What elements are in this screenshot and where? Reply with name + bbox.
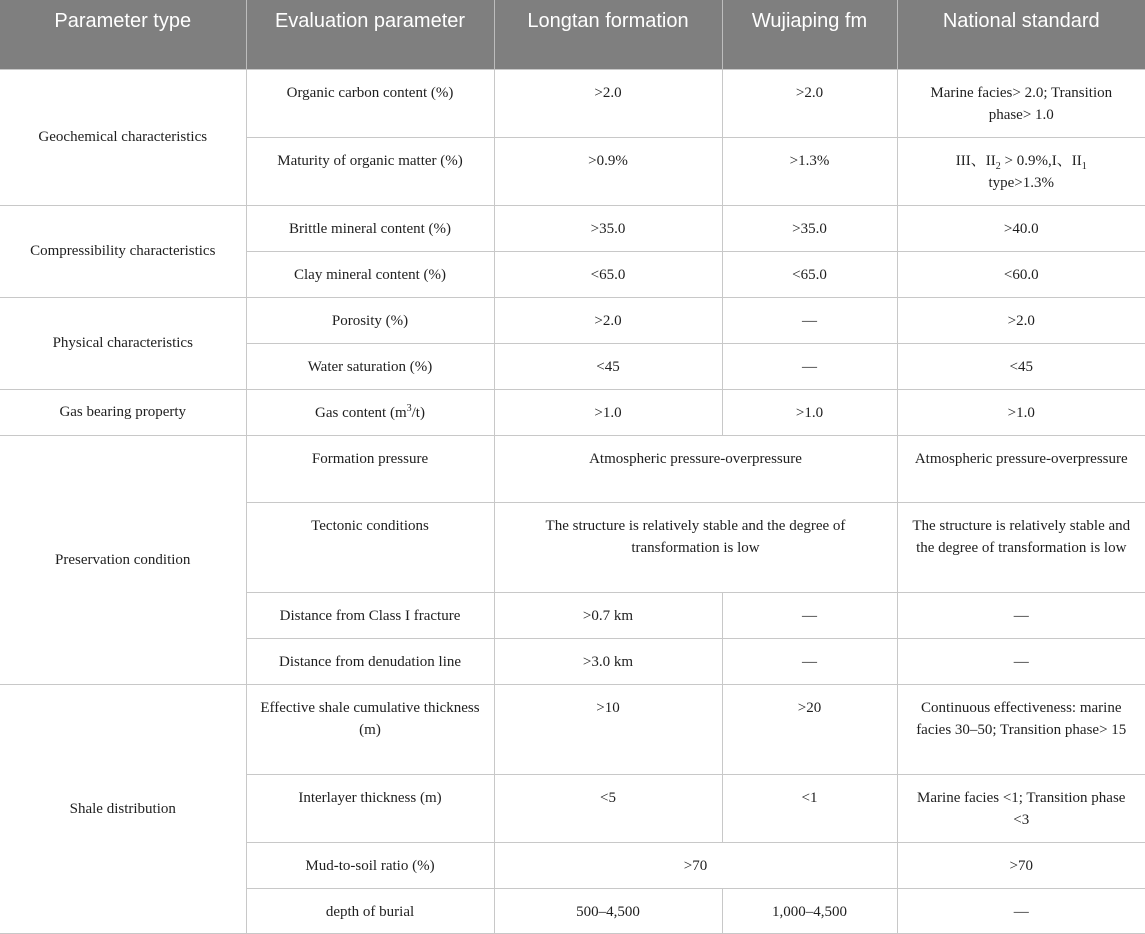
group-geochemical: Geochemical characteristics [0, 69, 246, 205]
merged-cell: >70 [494, 842, 897, 888]
longtan-cell: >3.0 km [494, 638, 722, 684]
national-text: > 0.9%,I、II [1000, 152, 1082, 169]
param-cell: Porosity (%) [246, 297, 494, 343]
param-cell: Effective shale cumulative thickness (m) [246, 684, 494, 774]
table-row [0, 389, 1145, 435]
param-cell: Water saturation (%) [246, 343, 494, 389]
table-row [0, 435, 1145, 502]
wujiaping-cell: >35.0 [722, 205, 897, 251]
wujiaping-cell: — [722, 343, 897, 389]
wujiaping-cell: >2.0 [722, 69, 897, 137]
table-row [0, 297, 1145, 343]
longtan-cell: >1.0 [494, 389, 722, 435]
national-cell: — [897, 592, 1145, 638]
param-cell: Tectonic conditions [246, 502, 494, 592]
longtan-cell: 500–4,500 [494, 888, 722, 933]
param-cell: Mud-to-soil ratio (%) [246, 842, 494, 888]
national-cell: Atmospheric pressure-overpressure [897, 435, 1145, 502]
wujiaping-cell: — [722, 297, 897, 343]
longtan-cell: >0.7 km [494, 592, 722, 638]
national-cell: The structure is relatively stable and the degree of transformation is low [897, 502, 1145, 592]
longtan-cell: <45 [494, 343, 722, 389]
wujiaping-cell: >1.3% [722, 137, 897, 205]
longtan-cell: >2.0 [494, 297, 722, 343]
header-longtan: Longtan formation [494, 0, 722, 69]
longtan-cell: <65.0 [494, 251, 722, 297]
longtan-cell: >0.9% [494, 137, 722, 205]
national-cell: — [897, 638, 1145, 684]
national-cell: >70 [897, 842, 1145, 888]
table-row [0, 205, 1145, 251]
table-row [0, 69, 1145, 137]
param-cell: Interlayer thickness (m) [246, 774, 494, 842]
merged-cell: Atmospheric pressure-overpressure [494, 435, 897, 502]
national-cell: >1.0 [897, 389, 1145, 435]
wujiaping-cell: 1,000–4,500 [722, 888, 897, 933]
national-cell: >2.0 [897, 297, 1145, 343]
national-cell: — [897, 888, 1145, 933]
table-header [0, 0, 1145, 69]
param-text: Gas content (m [315, 404, 407, 421]
wujiaping-cell: <1 [722, 774, 897, 842]
merged-cell: The structure is relatively stable and the degree of transformation is low [494, 502, 897, 592]
param-cell: Distance from Class I fracture [246, 592, 494, 638]
subscript: 2 [995, 160, 1001, 172]
param-cell [246, 389, 494, 435]
national-cell: Marine facies> 2.0; Transition phase> 1.0 [897, 69, 1145, 137]
group-physical: Physical characteristics [0, 297, 246, 389]
group-compressibility: Compressibility characteristics [0, 205, 246, 297]
header-row [0, 0, 1145, 69]
longtan-cell: >10 [494, 684, 722, 774]
param-cell: Maturity of organic matter (%) [246, 137, 494, 205]
header-parameter-type: Parameter type [0, 0, 246, 69]
param-cell: Clay mineral content (%) [246, 251, 494, 297]
wujiaping-cell: >20 [722, 684, 897, 774]
national-text: III、II [955, 152, 996, 169]
national-cell: <45 [897, 343, 1145, 389]
param-cell: Brittle mineral content (%) [246, 205, 494, 251]
table-body [0, 69, 1145, 933]
national-cell: Marine facies <1; Transition phase <3 [897, 774, 1145, 842]
longtan-cell: <5 [494, 774, 722, 842]
wujiaping-cell: — [722, 638, 897, 684]
param-cell: Distance from denudation line [246, 638, 494, 684]
wujiaping-cell: >1.0 [722, 389, 897, 435]
group-preservation: Preservation condition [0, 435, 246, 684]
group-shale: Shale distribution [0, 684, 246, 933]
national-cell: Continuous effectiveness: marine facies 30–50; Transition phase> 15 [897, 684, 1145, 774]
param-cell: Formation pressure [246, 435, 494, 502]
national-cell: >40.0 [897, 205, 1145, 251]
group-gas: Gas bearing property [0, 389, 246, 435]
param-cell: depth of burial [246, 888, 494, 933]
wujiaping-cell: — [722, 592, 897, 638]
longtan-cell: >2.0 [494, 69, 722, 137]
header-national-standard: National standard [897, 0, 1145, 69]
national-cell: <60.0 [897, 251, 1145, 297]
subscript: 1 [1081, 160, 1087, 172]
table-row [0, 684, 1145, 774]
national-text: type>1.3% [988, 174, 1055, 191]
header-evaluation-parameter: Evaluation parameter [246, 0, 494, 69]
header-wujiaping: Wujiaping fm [722, 0, 897, 69]
param-text: /t) [411, 404, 425, 421]
national-cell [897, 137, 1145, 205]
wujiaping-cell: <65.0 [722, 251, 897, 297]
param-cell: Organic carbon content (%) [246, 69, 494, 137]
longtan-cell: >35.0 [494, 205, 722, 251]
superscript: 3 [406, 402, 412, 414]
